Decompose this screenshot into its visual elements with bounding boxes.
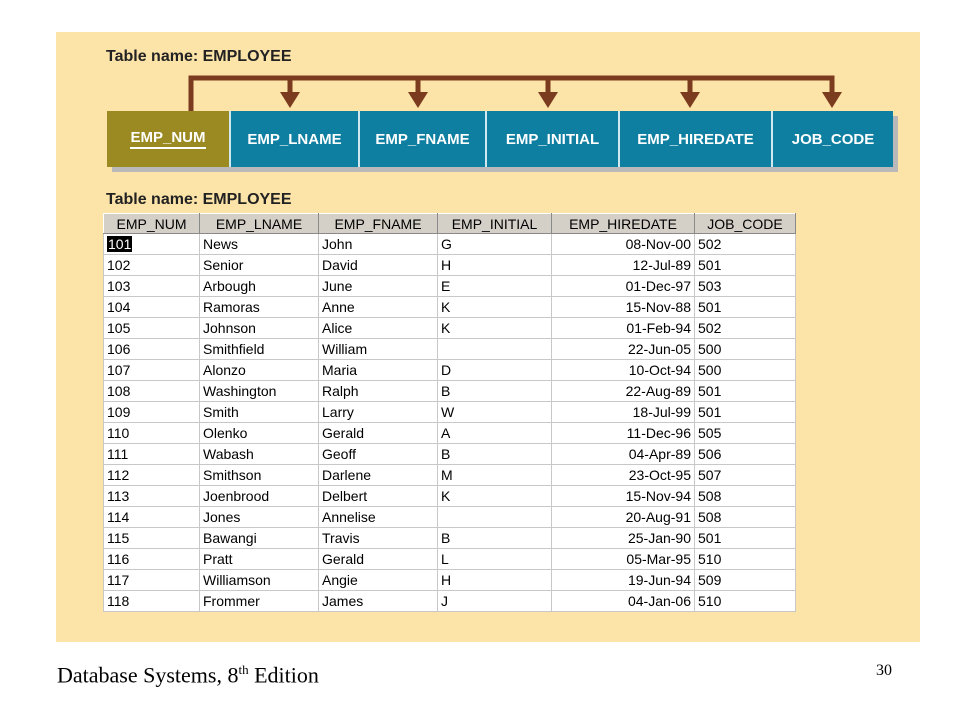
schema-attr-emp-num: EMP_NUM xyxy=(107,111,231,167)
table-row xyxy=(104,528,796,549)
table-cell[interactable]: Jones xyxy=(200,507,319,528)
table-cell[interactable]: 116 xyxy=(104,549,200,570)
table-cell[interactable]: 08-Nov-00 xyxy=(552,234,695,255)
table-cell[interactable]: 110 xyxy=(104,423,200,444)
table-row xyxy=(104,444,796,465)
table-cell[interactable]: 04-Apr-89 xyxy=(552,444,695,465)
table-cell[interactable]: Larry xyxy=(319,402,438,423)
table-row xyxy=(104,423,796,444)
column-header[interactable]: EMP_LNAME xyxy=(200,214,319,234)
table-cell[interactable]: Smith xyxy=(200,402,319,423)
table-cell[interactable]: 107 xyxy=(104,360,200,381)
table-cell[interactable]: Frommer xyxy=(200,591,319,612)
table-cell[interactable]: 22-Aug-89 xyxy=(552,381,695,402)
table-cell[interactable]: 18-Jul-99 xyxy=(552,402,695,423)
table-cell[interactable]: 102 xyxy=(104,255,200,276)
column-header[interactable]: EMP_FNAME xyxy=(319,214,438,234)
table-cell[interactable]: Delbert xyxy=(319,486,438,507)
table-cell[interactable]: Johnson xyxy=(200,318,319,339)
column-header[interactable]: EMP_HIREDATE xyxy=(552,214,695,234)
table-cell[interactable]: Smithfield xyxy=(200,339,319,360)
table-cell[interactable]: K xyxy=(438,318,552,339)
table-cell[interactable]: 115 xyxy=(104,528,200,549)
table-cell[interactable]: 111 xyxy=(104,444,200,465)
table-row xyxy=(104,591,796,612)
table-cell[interactable]: 505 xyxy=(695,423,796,444)
table-row xyxy=(104,549,796,570)
arrow-head-emp-lname xyxy=(280,92,300,108)
table-cell[interactable]: K xyxy=(438,297,552,318)
table-cell[interactable]: B xyxy=(438,528,552,549)
table-cell[interactable]: 508 xyxy=(695,507,796,528)
table-body xyxy=(104,234,796,612)
table-cell[interactable]: 25-Jan-90 xyxy=(552,528,695,549)
table-cell[interactable]: 05-Mar-95 xyxy=(552,549,695,570)
table-row xyxy=(104,381,796,402)
table-cell[interactable]: Senior xyxy=(200,255,319,276)
table-cell[interactable]: 109 xyxy=(104,402,200,423)
arrow-head-emp-initial xyxy=(538,92,558,108)
table-row xyxy=(104,402,796,423)
table-cell[interactable]: David xyxy=(319,255,438,276)
table-cell[interactable]: Alice xyxy=(319,318,438,339)
schema-attr-emp-lname: EMP_LNAME xyxy=(231,111,360,167)
table-cell[interactable]: 113 xyxy=(104,486,200,507)
table-cell[interactable]: Anne xyxy=(319,297,438,318)
arrow-head-emp-fname xyxy=(408,92,428,108)
schema-diagram xyxy=(107,111,893,167)
table-cell[interactable]: D xyxy=(438,360,552,381)
table-row xyxy=(104,234,796,255)
table-cell[interactable]: M xyxy=(438,465,552,486)
footer-book-title: Database Systems, 8th Edition xyxy=(57,662,319,688)
employee-table xyxy=(103,213,796,612)
table-cell[interactable]: Travis xyxy=(319,528,438,549)
table-cell[interactable]: Ralph xyxy=(319,381,438,402)
table-cell[interactable]: 502 xyxy=(695,234,796,255)
table-cell[interactable]: 105 xyxy=(104,318,200,339)
table-row xyxy=(104,360,796,381)
table-cell[interactable]: Gerald xyxy=(319,423,438,444)
table-cell[interactable]: 501 xyxy=(695,528,796,549)
schema-title: Table name: EMPLOYEE xyxy=(106,48,292,65)
table-cell[interactable]: 501 xyxy=(695,402,796,423)
table-cell[interactable]: G xyxy=(438,234,552,255)
dependency-arrows xyxy=(0,0,960,200)
table-cell[interactable]: 104 xyxy=(104,297,200,318)
table-cell[interactable]: 12-Jul-89 xyxy=(552,255,695,276)
table-cell[interactable]: 01-Dec-97 xyxy=(552,276,695,297)
table-cell[interactable] xyxy=(438,507,552,528)
table-cell[interactable]: 506 xyxy=(695,444,796,465)
table-cell[interactable]: 510 xyxy=(695,591,796,612)
table-cell[interactable]: William xyxy=(319,339,438,360)
table-cell[interactable]: Annelise xyxy=(319,507,438,528)
table-cell[interactable]: 103 xyxy=(104,276,200,297)
table-title: Table name: EMPLOYEE xyxy=(106,191,292,208)
table-cell[interactable]: 15-Nov-88 xyxy=(552,297,695,318)
page-number: 30 xyxy=(876,662,892,679)
table-cell[interactable]: 01-Feb-94 xyxy=(552,318,695,339)
table-row xyxy=(104,465,796,486)
table-cell[interactable]: 15-Nov-94 xyxy=(552,486,695,507)
table-cell[interactable]: 11-Dec-96 xyxy=(552,423,695,444)
table-cell[interactable]: Smithson xyxy=(200,465,319,486)
table-cell[interactable]: Pratt xyxy=(200,549,319,570)
table-cell[interactable]: Darlene xyxy=(319,465,438,486)
table-header-row xyxy=(104,214,796,234)
column-header[interactable]: EMP_NUM xyxy=(104,214,200,234)
table-cell[interactable]: 20-Aug-91 xyxy=(552,507,695,528)
schema-attr-emp-initial: EMP_INITIAL xyxy=(487,111,620,167)
table-cell[interactable]: 101 xyxy=(104,234,200,255)
table-cell[interactable]: H xyxy=(438,255,552,276)
arrow-head-emp-hiredate xyxy=(680,92,700,108)
table-cell[interactable]: K xyxy=(438,486,552,507)
table-cell[interactable]: 509 xyxy=(695,570,796,591)
table-cell[interactable]: Ramoras xyxy=(200,297,319,318)
table-cell[interactable]: B xyxy=(438,444,552,465)
table-cell[interactable]: 507 xyxy=(695,465,796,486)
table-cell[interactable]: 503 xyxy=(695,276,796,297)
schema-attr-emp-fname: EMP_FNAME xyxy=(360,111,487,167)
table-cell[interactable]: 19-Jun-94 xyxy=(552,570,695,591)
arrow-head-job-code xyxy=(822,92,842,108)
table-cell[interactable]: B xyxy=(438,381,552,402)
table-cell[interactable]: 500 xyxy=(695,339,796,360)
table-cell[interactable]: 501 xyxy=(695,381,796,402)
table-cell[interactable]: 118 xyxy=(104,591,200,612)
table-row xyxy=(104,570,796,591)
table-row xyxy=(104,255,796,276)
column-header[interactable]: EMP_INITIAL xyxy=(438,214,552,234)
table-cell[interactable]: James xyxy=(319,591,438,612)
table-cell[interactable]: A xyxy=(438,423,552,444)
table-cell[interactable]: John xyxy=(319,234,438,255)
table-cell[interactable]: 10-Oct-94 xyxy=(552,360,695,381)
table-cell[interactable]: H xyxy=(438,570,552,591)
table-cell[interactable]: L xyxy=(438,549,552,570)
table-row xyxy=(104,486,796,507)
table-cell[interactable]: Maria xyxy=(319,360,438,381)
table-cell[interactable]: 502 xyxy=(695,318,796,339)
table-cell[interactable]: Geoff xyxy=(319,444,438,465)
table-cell[interactable]: 117 xyxy=(104,570,200,591)
table-cell[interactable]: 04-Jan-06 xyxy=(552,591,695,612)
table-row xyxy=(104,276,796,297)
table-row xyxy=(104,507,796,528)
table-cell[interactable]: J xyxy=(438,591,552,612)
table-cell[interactable]: Angie xyxy=(319,570,438,591)
table-cell[interactable]: June xyxy=(319,276,438,297)
table-cell[interactable]: 501 xyxy=(695,255,796,276)
table-cell[interactable]: Wabash xyxy=(200,444,319,465)
table-cell[interactable]: Gerald xyxy=(319,549,438,570)
table-cell[interactable] xyxy=(438,339,552,360)
table-cell[interactable]: Washington xyxy=(200,381,319,402)
table-cell[interactable]: 108 xyxy=(104,381,200,402)
table-cell[interactable]: 114 xyxy=(104,507,200,528)
schema-attr-emp-hiredate: EMP_HIREDATE xyxy=(620,111,773,167)
table-row xyxy=(104,339,796,360)
table-cell[interactable]: 112 xyxy=(104,465,200,486)
table-cell[interactable]: 510 xyxy=(695,549,796,570)
table-row xyxy=(104,297,796,318)
table-cell[interactable]: Alonzo xyxy=(200,360,319,381)
table-cell[interactable]: E xyxy=(438,276,552,297)
table-cell[interactable]: 501 xyxy=(695,297,796,318)
table-cell[interactable]: 106 xyxy=(104,339,200,360)
table-cell[interactable]: Olenko xyxy=(200,423,319,444)
table-cell[interactable]: 508 xyxy=(695,486,796,507)
table-cell[interactable]: Arbough xyxy=(200,276,319,297)
column-header[interactable]: JOB_CODE xyxy=(695,214,796,234)
table-cell[interactable]: News xyxy=(200,234,319,255)
table-cell[interactable]: Bawangi xyxy=(200,528,319,549)
table-cell[interactable]: Williamson xyxy=(200,570,319,591)
table-cell[interactable]: Joenbrood xyxy=(200,486,319,507)
table-cell[interactable]: W xyxy=(438,402,552,423)
schema-attr-job-code: JOB_CODE xyxy=(773,111,893,167)
table-cell[interactable]: 22-Jun-05 xyxy=(552,339,695,360)
table-cell[interactable]: 500 xyxy=(695,360,796,381)
table-row xyxy=(104,318,796,339)
table-cell[interactable]: 23-Oct-95 xyxy=(552,465,695,486)
